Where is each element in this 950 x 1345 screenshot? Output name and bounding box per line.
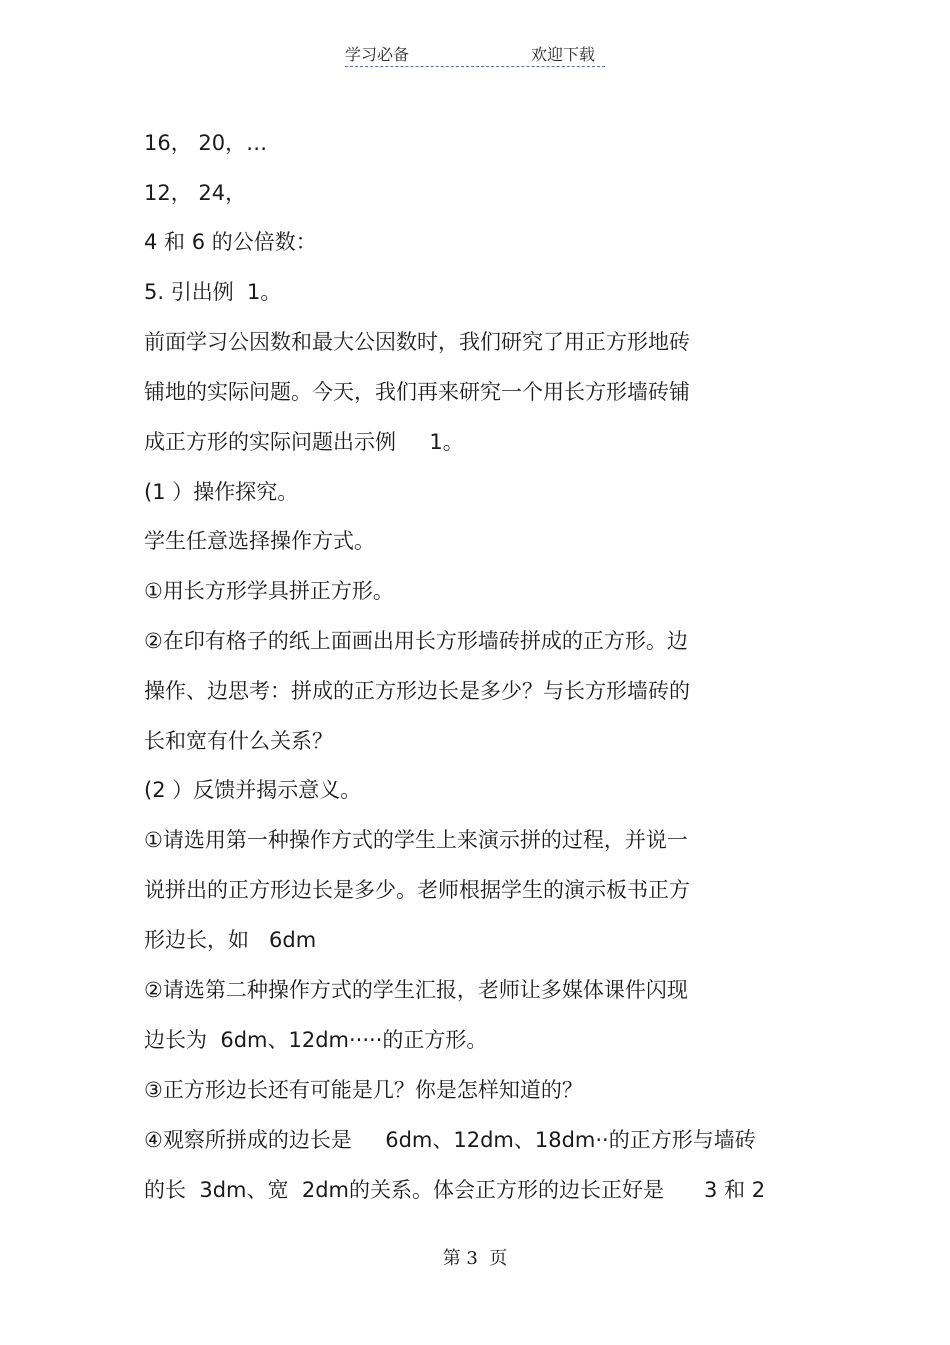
page-header <box>345 40 605 67</box>
text-line: ①请选用第一种操作方式的学生上来演示拼的过程，并说一 <box>144 828 688 852</box>
text-line: (1 ）操作探究。 <box>144 480 299 504</box>
header-left-text: 学习必备 <box>345 45 410 64</box>
text-line: (2 ）反馈并揭示意义。 <box>144 778 362 802</box>
text-line: 成正方形的实际问题出示例 1。 <box>144 430 464 454</box>
text-line: 铺地的实际问题。今天，我们再来研究一个用长方形墙砖铺 <box>144 380 690 404</box>
text-line: 的长 3dm、宽 2dm的关系。体会正方形的边长正好是 3 和 2 <box>144 1178 766 1202</box>
text-line: 形边长，如 6dm <box>144 928 317 952</box>
text-line: ②在印有格子的纸上面画出用长方形墙砖拼成的正方形。边 <box>144 629 688 653</box>
text-line: ②请选第二种操作方式的学生汇报，老师让多媒体课件闪现 <box>144 978 688 1002</box>
text-line: 说拼出的正方形边长是多少。老师根据学生的演示板书正方 <box>144 878 690 902</box>
text-line: ④观察所拼成的边长是 6dm、12dm、18dm··的正方形与墙砖 <box>144 1128 756 1152</box>
text-line: 12， 24， <box>144 181 247 205</box>
text-line: 长和宽有什么关系？ <box>144 729 333 753</box>
text-line: ①用长方形学具拼正方形。 <box>144 579 394 603</box>
text-line: 操作、边思考：拼成的正方形边长是多少？与长方形墙砖的 <box>144 679 690 703</box>
text-line: 5. 引出例 1。 <box>144 280 282 304</box>
text-line: 前面学习公因数和最大公因数时，我们研究了用正方形地砖 <box>144 330 690 354</box>
text-line: 边长为 6dm、12dm·····的正方形。 <box>144 1028 488 1052</box>
header-right-text: 欢迎下载 <box>531 45 596 64</box>
text-line: 学生任意选择操作方式。 <box>144 529 375 553</box>
text-line: 16， 20，… <box>144 131 268 155</box>
text-line: 4 和 6 的公倍数： <box>144 230 317 254</box>
text-line: ③正方形边长还有可能是几？你是怎样知道的？ <box>144 1078 583 1102</box>
page-number: 第 3 页 <box>442 1248 508 1269</box>
